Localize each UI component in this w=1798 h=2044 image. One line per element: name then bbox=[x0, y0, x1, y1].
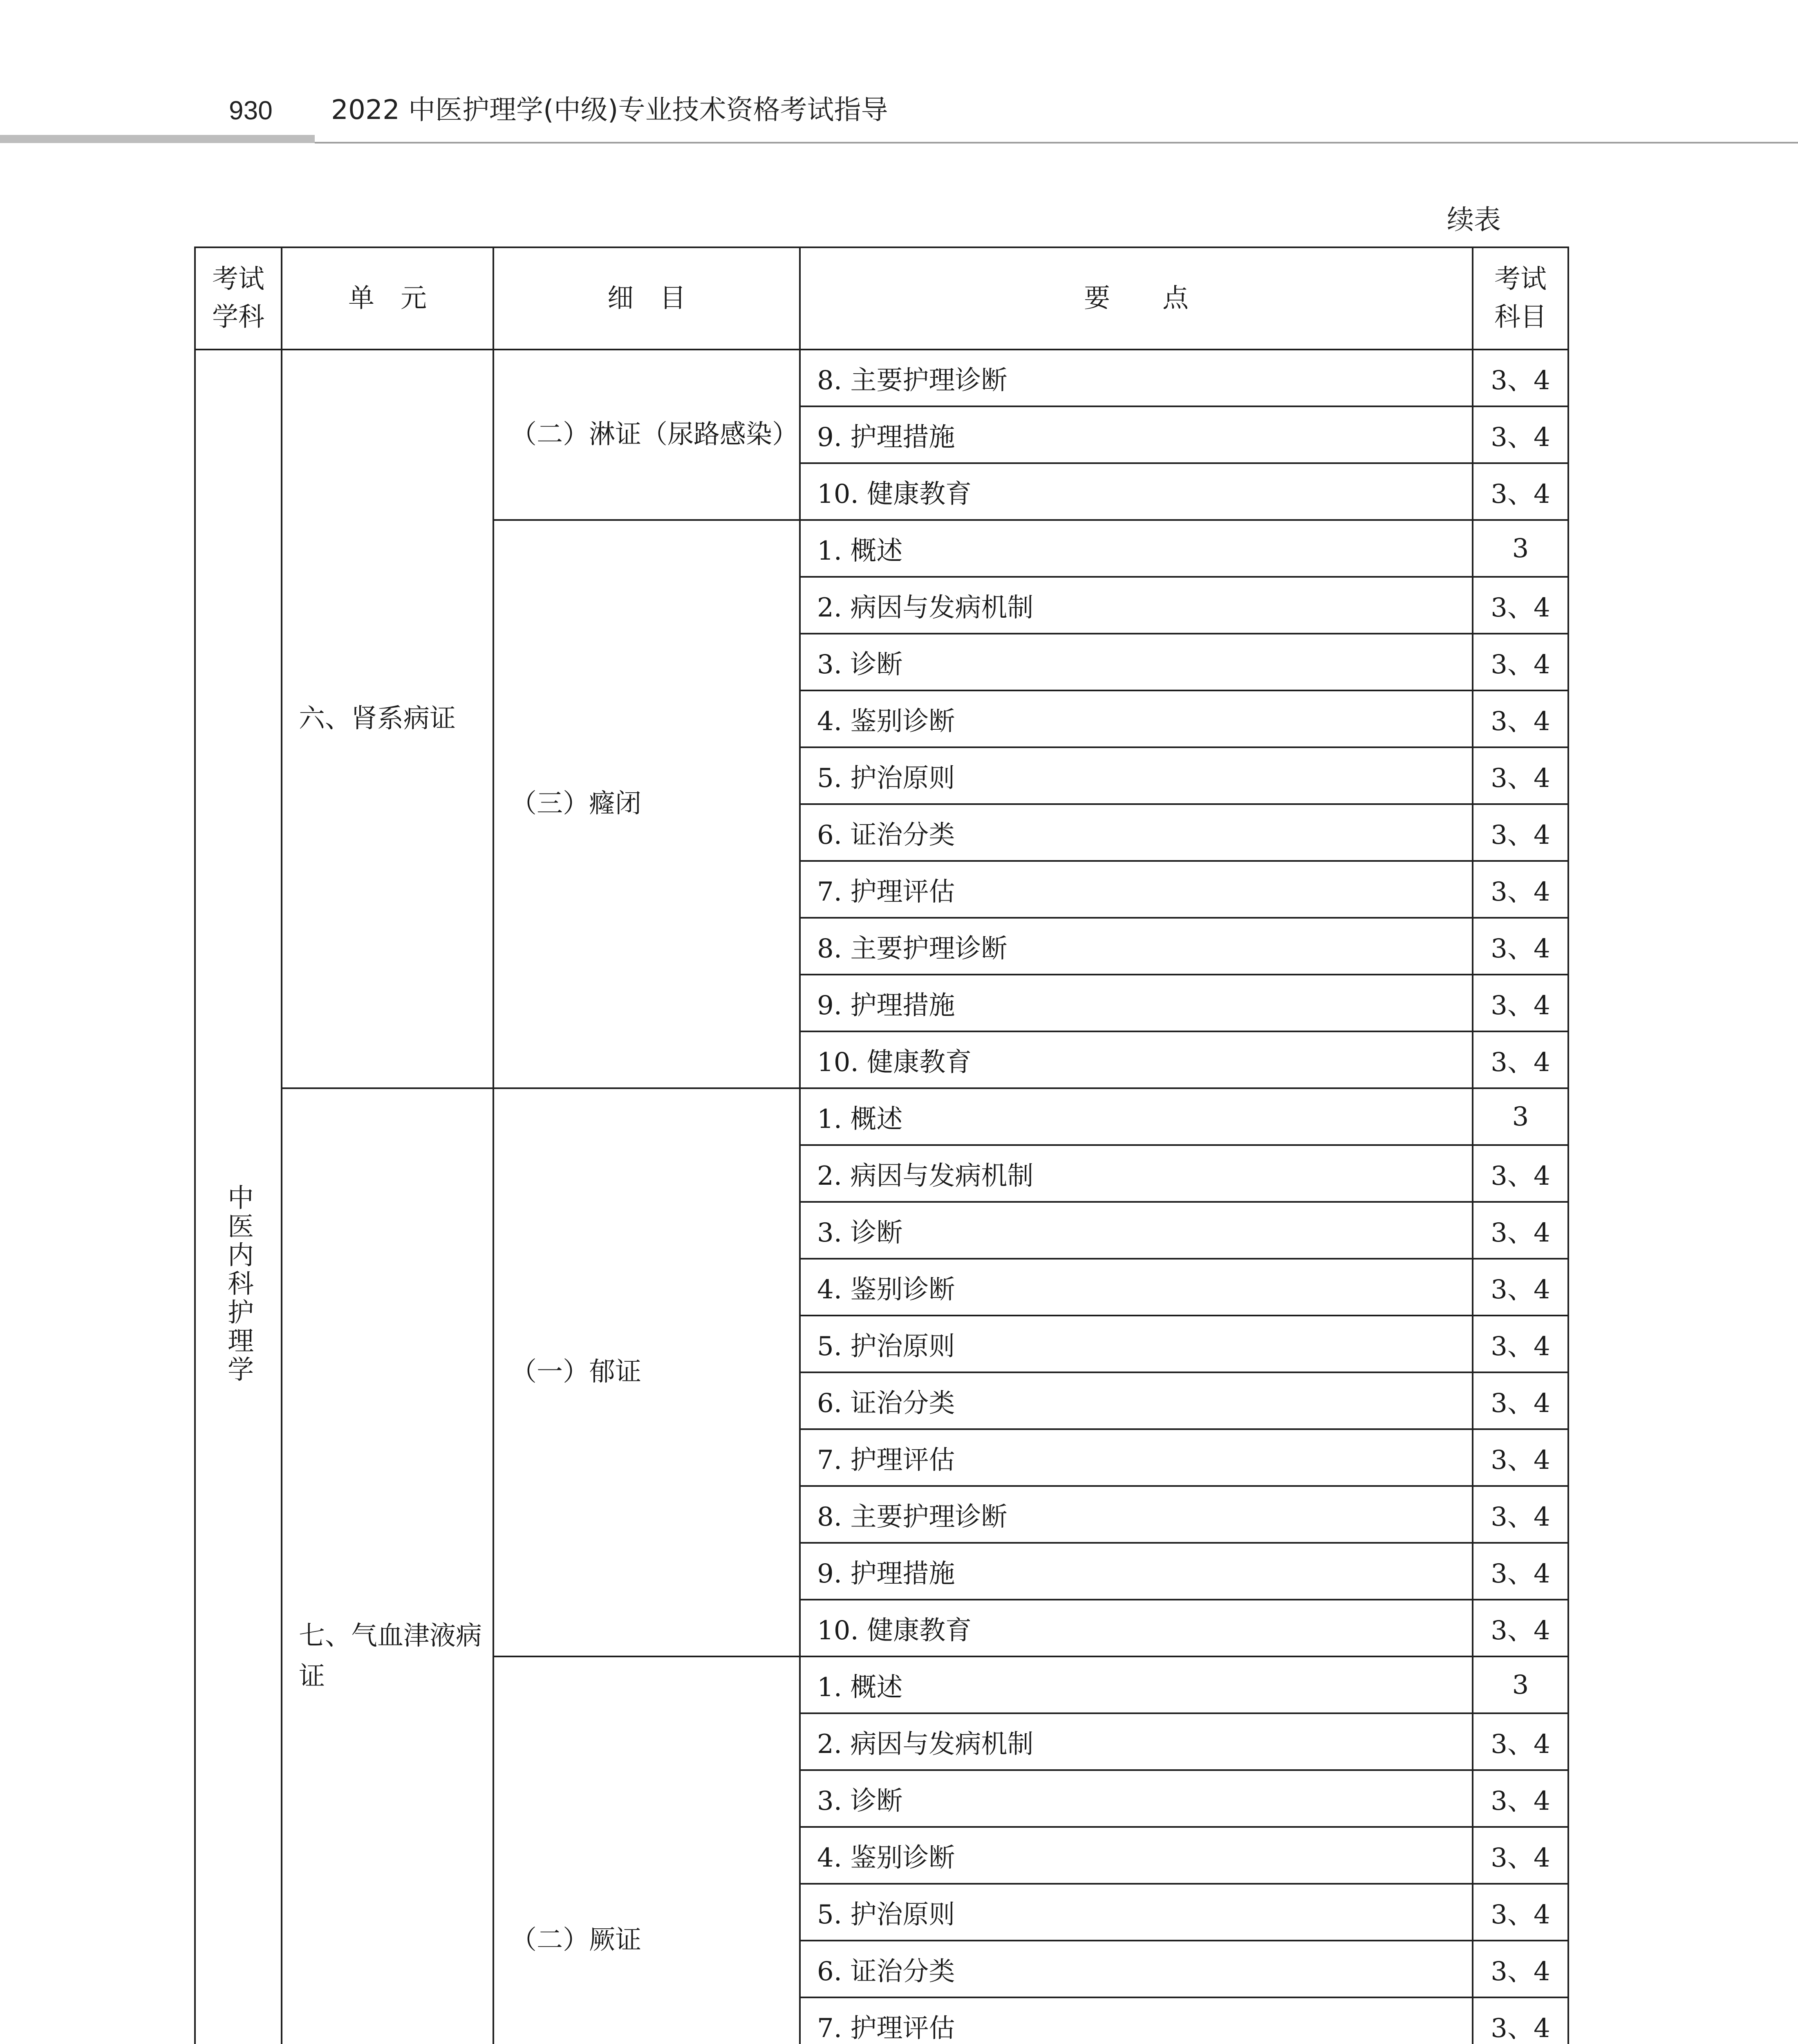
level-cell: 3 bbox=[1473, 520, 1568, 577]
page-number: 930 bbox=[229, 96, 273, 125]
point-cell: 6. 证治分类 bbox=[800, 1372, 1473, 1429]
level-cell: 3、4 bbox=[1473, 1884, 1568, 1941]
point-cell: 6. 证治分类 bbox=[800, 804, 1473, 861]
point-cell: 4. 鉴别诊断 bbox=[800, 1827, 1473, 1884]
level-cell: 3 bbox=[1473, 1088, 1568, 1145]
level-cell: 3、4 bbox=[1473, 1486, 1568, 1543]
header-subject bbox=[195, 247, 282, 350]
level-cell: 3 bbox=[1473, 1656, 1568, 1713]
point-cell: 7. 护理评估 bbox=[800, 1997, 1473, 2044]
header-point: 要 点 bbox=[800, 247, 1473, 350]
level-cell: 3、4 bbox=[1473, 1600, 1568, 1656]
level-cell: 3、4 bbox=[1473, 1202, 1568, 1259]
page-header bbox=[0, 0, 1798, 155]
point-cell: 5. 护治原则 bbox=[800, 747, 1473, 804]
header-subject-line1: 考试 bbox=[212, 264, 264, 295]
point-cell: 5. 护治原则 bbox=[800, 1884, 1473, 1941]
item-cell: （二）厥证 bbox=[493, 1656, 800, 2044]
point-cell: 3. 诊断 bbox=[800, 634, 1473, 690]
point-cell: 10. 健康教育 bbox=[800, 463, 1473, 520]
header-item: 细 目 bbox=[493, 247, 800, 350]
point-cell: 3. 诊断 bbox=[800, 1202, 1473, 1259]
continued-label: 续表 bbox=[1447, 204, 1501, 235]
point-cell: 4. 鉴别诊断 bbox=[800, 1259, 1473, 1316]
level-cell: 3、4 bbox=[1473, 1713, 1568, 1770]
point-cell: 3. 诊断 bbox=[800, 1770, 1473, 1827]
point-cell: 8. 主要护理诊断 bbox=[800, 350, 1473, 406]
point-cell: 5. 护治原则 bbox=[800, 1316, 1473, 1372]
level-cell: 3、4 bbox=[1473, 1372, 1568, 1429]
level-cell: 3、4 bbox=[1473, 690, 1568, 747]
subject-label: 中医内科护理学 bbox=[223, 1183, 253, 1384]
point-cell: 10. 健康教育 bbox=[800, 1600, 1473, 1656]
item-cell: （一）郁证 bbox=[493, 1088, 800, 1656]
level-cell: 3、4 bbox=[1473, 577, 1568, 634]
header-rule-thin bbox=[315, 142, 1798, 143]
level-cell: 3、4 bbox=[1473, 1316, 1568, 1372]
point-cell: 1. 概述 bbox=[800, 1656, 1473, 1713]
header-level-line2: 科目 bbox=[1494, 302, 1547, 332]
point-cell: 6. 证治分类 bbox=[800, 1941, 1473, 1997]
point-cell: 1. 概述 bbox=[800, 1088, 1473, 1145]
header-level bbox=[1473, 247, 1568, 350]
unit-cell: 六、肾系病证 bbox=[282, 350, 493, 1088]
level-cell: 3、4 bbox=[1473, 1827, 1568, 1884]
syllabus-table bbox=[194, 247, 1569, 2044]
point-cell: 4. 鉴别诊断 bbox=[800, 690, 1473, 747]
level-cell: 3、4 bbox=[1473, 1543, 1568, 1600]
point-cell: 7. 护理评估 bbox=[800, 861, 1473, 918]
point-cell: 8. 主要护理诊断 bbox=[800, 1486, 1473, 1543]
unit-cell: 七、气血津液病证 bbox=[282, 1088, 493, 2044]
item-cell: （二）淋证（尿路感染） bbox=[493, 350, 800, 520]
header-subject-line2: 学科 bbox=[212, 302, 264, 332]
level-cell: 3、4 bbox=[1473, 406, 1568, 463]
table-row bbox=[195, 350, 1568, 406]
point-cell: 8. 主要护理诊断 bbox=[800, 918, 1473, 975]
level-cell: 3、4 bbox=[1473, 634, 1568, 690]
point-cell: 2. 病因与发病机制 bbox=[800, 577, 1473, 634]
point-cell: 2. 病因与发病机制 bbox=[800, 1145, 1473, 1202]
level-cell: 3、4 bbox=[1473, 1997, 1568, 2044]
level-cell: 3、4 bbox=[1473, 1031, 1568, 1088]
point-cell: 9. 护理措施 bbox=[800, 975, 1473, 1031]
level-cell: 3、4 bbox=[1473, 1145, 1568, 1202]
level-cell: 3、4 bbox=[1473, 350, 1568, 406]
item-cell: （三）癃闭 bbox=[493, 520, 800, 1088]
level-cell: 3、4 bbox=[1473, 1429, 1568, 1486]
header-unit: 单 元 bbox=[282, 247, 493, 350]
table-body bbox=[195, 350, 1568, 2044]
level-cell: 3、4 bbox=[1473, 1941, 1568, 1997]
point-cell: 10. 健康教育 bbox=[800, 1031, 1473, 1088]
level-cell: 3、4 bbox=[1473, 463, 1568, 520]
level-cell: 3、4 bbox=[1473, 1259, 1568, 1316]
subject-cell bbox=[195, 350, 282, 2044]
header-level-line1: 考试 bbox=[1494, 264, 1547, 295]
running-title: 2022 中医护理学(中级)专业技术资格考试指导 bbox=[331, 94, 888, 126]
table-header-row bbox=[195, 247, 1568, 350]
point-cell: 9. 护理措施 bbox=[800, 406, 1473, 463]
level-cell: 3、4 bbox=[1473, 1770, 1568, 1827]
point-cell: 1. 概述 bbox=[800, 520, 1473, 577]
point-cell: 7. 护理评估 bbox=[800, 1429, 1473, 1486]
level-cell: 3、4 bbox=[1473, 975, 1568, 1031]
level-cell: 3、4 bbox=[1473, 804, 1568, 861]
table-row bbox=[195, 1088, 1568, 1145]
point-cell: 9. 护理措施 bbox=[800, 1543, 1473, 1600]
level-cell: 3、4 bbox=[1473, 747, 1568, 804]
point-cell: 2. 病因与发病机制 bbox=[800, 1713, 1473, 1770]
header-rule-thick bbox=[0, 135, 315, 143]
level-cell: 3、4 bbox=[1473, 918, 1568, 975]
level-cell: 3、4 bbox=[1473, 861, 1568, 918]
